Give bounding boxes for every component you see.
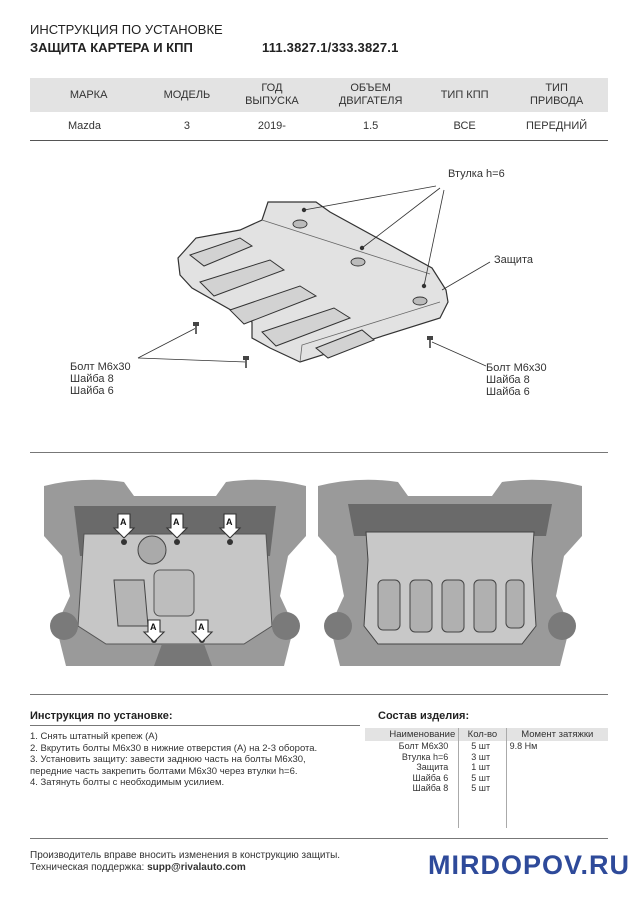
instruction-step: 2. Вкрутить болты М6х30 в нижние отверстия (А) на 2-3 оборота. bbox=[30, 742, 318, 754]
instructions-rule bbox=[30, 725, 360, 726]
doc-title: ИНСТРУКЦИЯ ПО УСТАНОВКЕ bbox=[30, 22, 223, 37]
guard-assembly-diagram bbox=[0, 150, 636, 450]
instruction-step: 4. Затянуть болты с необходимым усилием. bbox=[30, 777, 225, 788]
footer bbox=[30, 850, 340, 874]
spec-drive: ПЕРЕДНИЙ bbox=[526, 120, 588, 132]
guard-label: Защита bbox=[494, 254, 533, 266]
specs-header-row bbox=[30, 78, 608, 112]
bushing-mount bbox=[351, 258, 365, 266]
svg-text:A: A bbox=[226, 517, 233, 527]
table-row: Болт М6х30 5 шт 9.8 Нм bbox=[398, 741, 538, 751]
section-divider bbox=[30, 838, 608, 839]
photo-with-guard bbox=[318, 476, 582, 674]
composition-col-name: Наименование bbox=[365, 728, 459, 741]
specs-header-drive: ТИП ПРИВОДА bbox=[505, 78, 608, 112]
spec-brand: Mazda bbox=[68, 120, 102, 132]
svg-text:A: A bbox=[198, 622, 205, 632]
bushing-mount bbox=[413, 297, 427, 305]
spec-gearbox: ВСЕ bbox=[453, 120, 476, 132]
left-fasteners-label: Болт М6х30 Шайба 8 Шайба 6 bbox=[70, 361, 131, 397]
spec-model: 3 bbox=[183, 120, 190, 132]
instruction-step: 1. Снять штатный крепеж (А) bbox=[30, 731, 158, 742]
bolt-icon bbox=[193, 322, 199, 334]
footer-support: Техническая поддержка: supp@rivalauto.com bbox=[30, 862, 246, 873]
composition-col-qty: Кол-во bbox=[459, 728, 506, 741]
specs-header-year: ГОД ВЫПУСКА bbox=[227, 78, 318, 112]
footer-disclaimer: Производитель вправе вносить изменения в конструкцию защиты. bbox=[30, 850, 341, 861]
composition-heading: Состав изделия: bbox=[378, 710, 470, 722]
product-code: 111.3827.1/333.3827.1 bbox=[262, 40, 399, 55]
svg-text:A: A bbox=[150, 622, 157, 632]
section-divider bbox=[30, 694, 608, 695]
vehicle-specs-table bbox=[30, 78, 608, 141]
table-row: Шайба 6 5 шт bbox=[365, 773, 608, 784]
table-row: Шайба 8 5 шт bbox=[365, 783, 608, 794]
specs-header-model: МОДЕЛЬ bbox=[147, 78, 226, 112]
table-row: Втулка h=6 3 шт bbox=[365, 752, 608, 763]
svg-text:A: A bbox=[120, 517, 127, 527]
specs-header-brand: МАРКА bbox=[30, 78, 147, 112]
instruction-step: передние часть закрепить болтами М6х30 через втулки h=6. bbox=[30, 765, 298, 777]
composition-table bbox=[365, 728, 608, 828]
specs-value-row bbox=[30, 112, 608, 141]
section-divider bbox=[30, 452, 608, 453]
support-email-link[interactable]: supp@rivalauto.com bbox=[147, 862, 246, 873]
watermark: MIRDOPOV.RU bbox=[428, 850, 631, 880]
spec-engine: 1.5 bbox=[362, 120, 379, 132]
bushing-label: Втулка h=6 bbox=[448, 168, 505, 180]
instruction-step: 3. Установить защиту: завести заднюю часть на болты М6х30, bbox=[30, 754, 306, 765]
doc-subtitle: ЗАЩИТА КАРТЕРА И КПП bbox=[30, 40, 193, 55]
table-row: Защита 1 шт bbox=[365, 762, 608, 773]
composition-col-torque: Момент затяжки bbox=[506, 728, 608, 741]
bushing-mount bbox=[293, 220, 307, 228]
instructions-heading: Инструкция по установке: bbox=[30, 710, 173, 722]
spec-year: 2019- bbox=[257, 120, 286, 132]
instructions-steps bbox=[30, 731, 317, 789]
specs-header-engine: ОБЪЕМ ДВИГАТЕЛЯ bbox=[317, 78, 424, 112]
photo-without-guard bbox=[44, 476, 306, 674]
specs-header-gearbox: ТИП КПП bbox=[424, 78, 505, 112]
svg-text:A: A bbox=[173, 517, 180, 527]
right-fasteners-label: Болт М6х30 Шайба 8 Шайба 6 bbox=[486, 362, 547, 398]
